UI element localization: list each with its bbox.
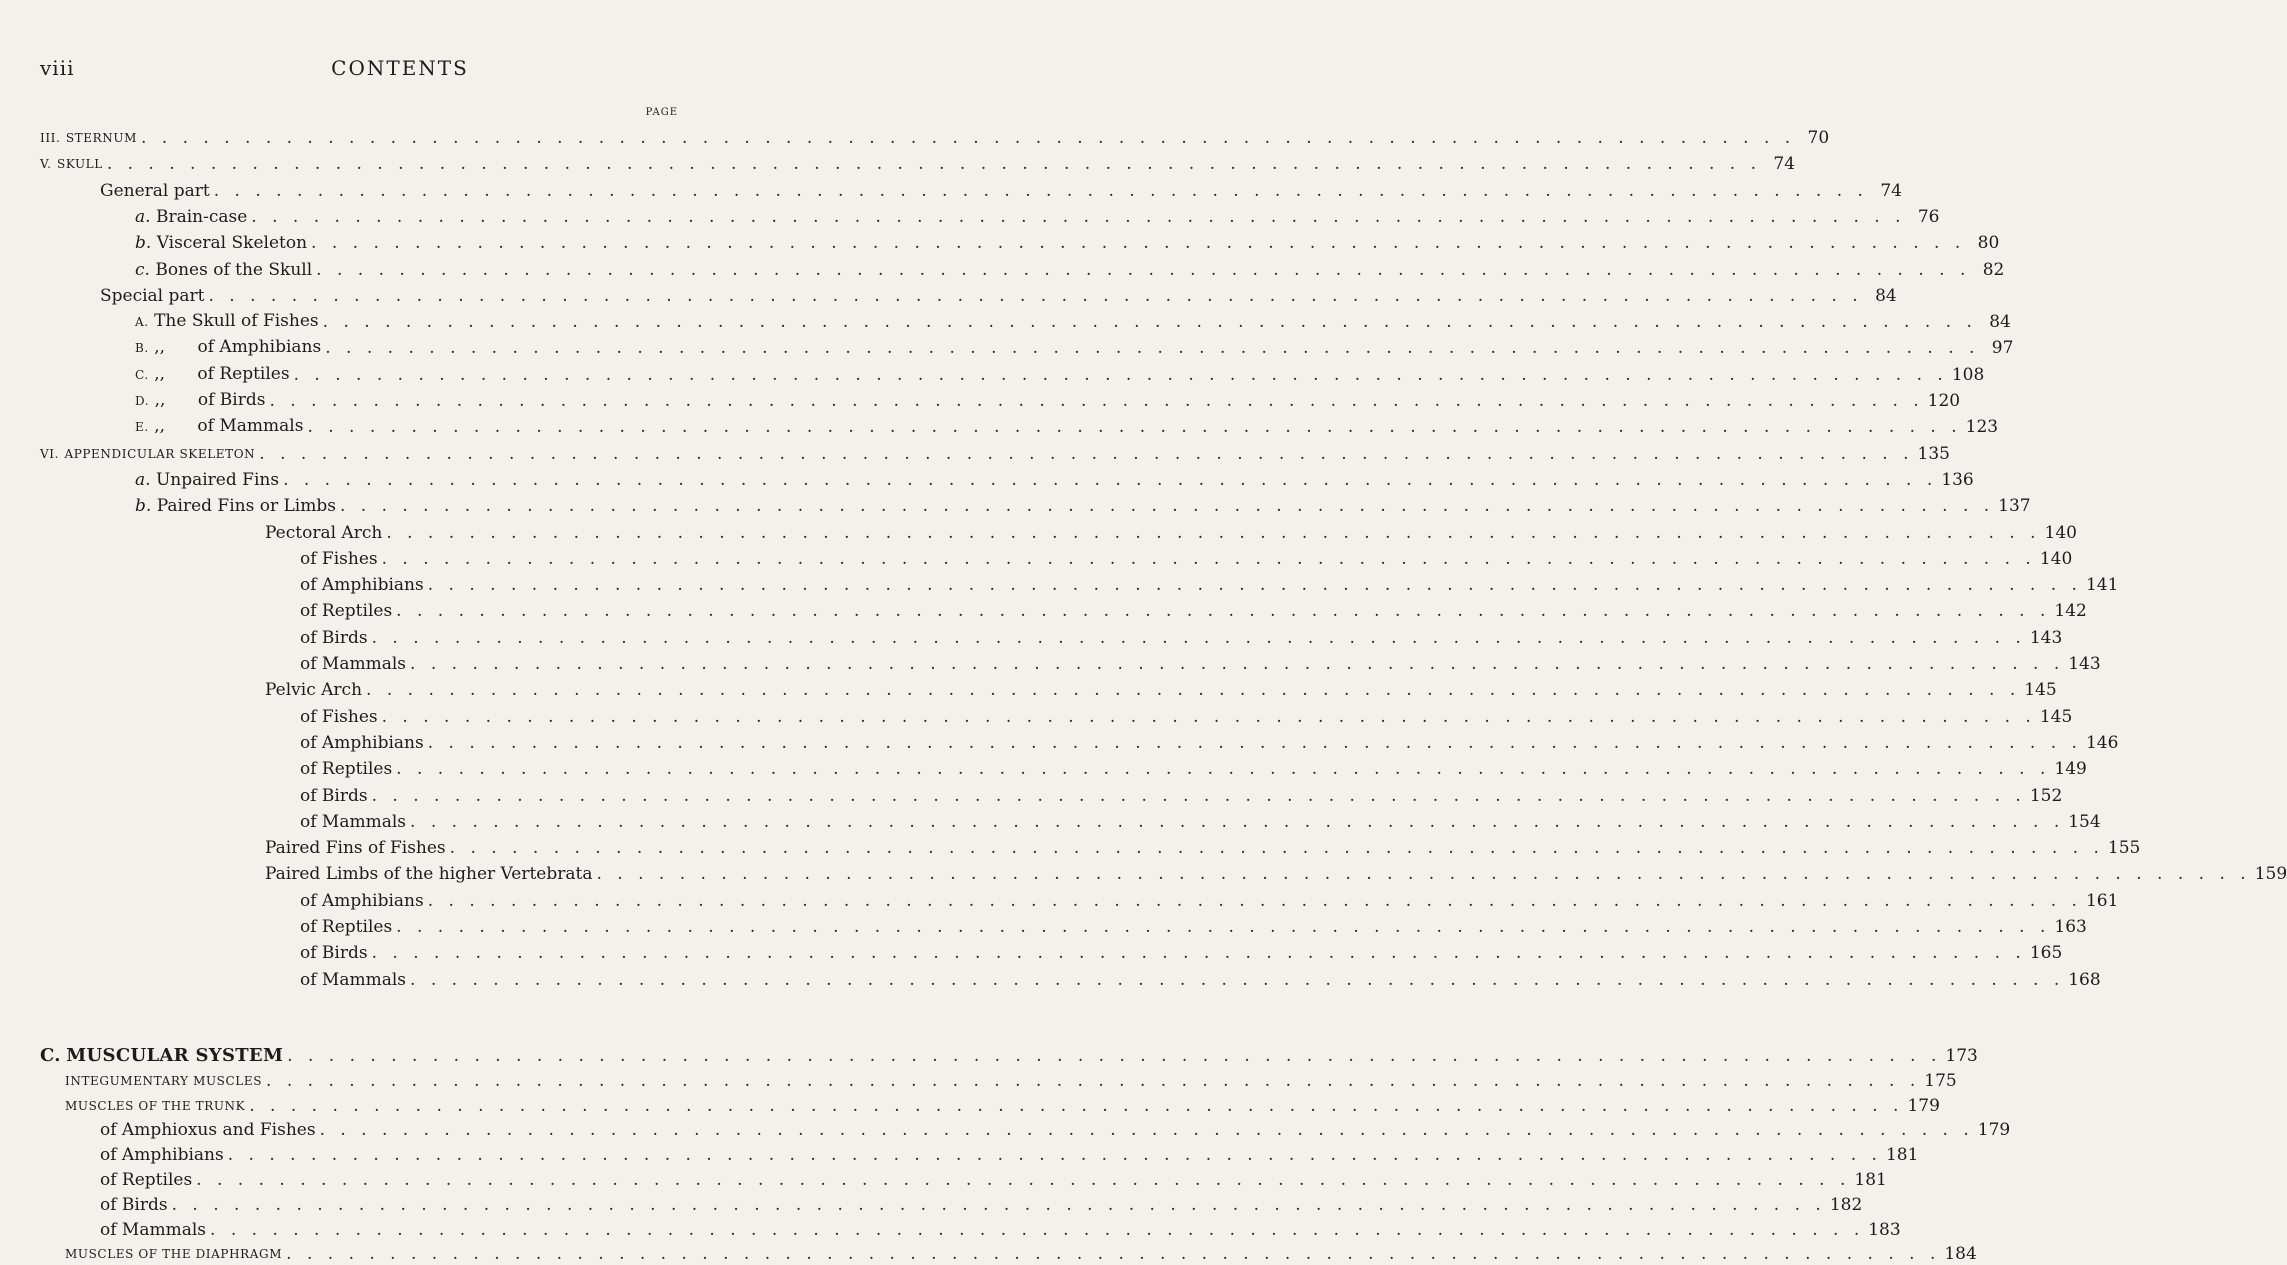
entry-marker: a. [135,206,151,227]
entry-page-number: 146 [2085,732,2119,753]
entry-title: SKULL [57,157,103,172]
entry-title: ,, of Mammals [154,416,304,437]
entry-page-number: 137 [1998,496,2031,517]
dot-leader: . . . . . . . . . . . . . . . . . . . . . . . . . . . . . . . . . . . . . . . . . . . . . . . . . . . . . . . . . . . . . . . . . . . . . . . . . . . . . . . . [381,548,2036,569]
dot-leader: . . . . . . . . . . . . . . . . . . . . . . . . . . . . . . . . . . . . . . . . . . . . . . . . . . . . . . . . . . . . . . . . . . . . . . . . . . . . . . . . [171,1194,1826,1215]
entry-title: Visceral Skeleton [156,233,308,254]
entry-title: of Birds [300,785,368,806]
dot-leader: . . . . . . . . . . . . . . . . . . . . . . . . . . . . . . . . . . . . . . . . . . . . . . . . . . . . . . . . . . . . . . . . . . . . . . . . . . . . . . . . [381,706,2036,727]
toc-entry [265,859,2287,885]
toc-entry [265,833,2141,859]
toc-entry [300,965,2101,991]
dot-leader: . . . . . . . . . . . . . . . . . . . . . . . . . . . . . . . . . . . . . . . . . . . . . . . . . . . . . . . . . . . . . . . . . . . . . . . . . . . . . . . . [396,601,2051,622]
dot-leader: . . . . . . . . . . . . . . . . . . . . . . . . . . . . . . . . . . . . . . . . . . . . . . . . . . . . . . . . . . . . . . . . . . . . . . . . . . . . . . . . [287,1045,1942,1066]
dot-leader: . . . . . . . . . . . . . . . . . . . . . . . . . . . . . . . . . . . . . . . . . . . . . . . . . . . . . . . . . . . . . . . . . . . . . . . . . . . . . . . . [427,890,2082,911]
toc-entry [100,281,1897,307]
dot-leader: . . . . . . . . . . . . . . . . . . . . . . . . . . . . . . . . . . . . . . . . . . . . . . . . . . . . . . . . . . . . . . . . . . . . . . . . . . . . . . . . [106,154,1762,175]
entry-title: Bones of the Skull [155,259,313,280]
toc-entry [300,912,2087,938]
toc-entry [65,1239,1977,1265]
entry-title: MUSCULAR SYSTEM [66,1044,284,1066]
entry-page-number: 80 [1977,233,2000,254]
entry-page-number: 181 [1854,1169,1887,1190]
entry-page-number: 141 [2085,575,2119,596]
entry-page-number: 152 [2029,785,2063,806]
toc-entry [65,1091,1940,1117]
page-title: CONTENTS [331,56,469,80]
toc-entry [100,1115,2011,1141]
toc-entry [300,728,2119,754]
entry-page-number: 135 [1917,443,1950,464]
dot-leader: . . . . . . . . . . . . . . . . . . . . . . . . . . . . . . . . . . . . . . . . . . . . . . . . . . . . . . . . . . . . . . . . . . . . . . . . . . . . . . . . [227,1145,1882,1166]
entry-marker: A. [135,315,149,330]
toc-entry [300,623,2063,649]
entry-title: ,, of Reptiles [154,363,290,384]
entry-page-number: 70 [1807,128,1830,148]
entry-title: Pectoral Arch [265,522,383,543]
entry-page-number: 84 [1989,312,2011,333]
entry-title: of Amphibians [300,732,424,753]
dot-leader: . . . . . . . . . . . . . . . . . . . . . . . . . . . . . . . . . . . . . . . . . . . . . . . . . . . . . . . . . . . . . . . . . . . . . . . . . . . . . . . . [210,1219,1865,1240]
entry-page-number: 183 [1868,1219,1901,1240]
dot-leader: . . . . . . . . . . . . . . . . . . . . . . . . . . . . . . . . . . . . . . . . . . . . . . . . . . . . . . . . . . . . . . . . . . . . . . . . . . . . . . . . [266,1070,1921,1091]
entry-page-number: 184 [1944,1244,1977,1265]
entry-title: Brain-case [155,206,248,227]
toc-entry [135,412,1999,438]
entry-title: MUSCLES OF THE TRUNK [65,1098,246,1113]
entry-page-number: 97 [1991,338,2014,359]
toc-entry [265,675,2057,701]
entry-page-number: 173 [1945,1045,1978,1066]
dot-leader: . . . . . . . . . . . . . . . . . . . . . . . . . . . . . . . . . . . . . . . . . . . . . . . . . . . . . . . . . . . . . . . . . . . . . . . . . . . . . . . . [307,417,1962,438]
dot-leader: . . . . . . . . . . . . . . . . . . . . . . . . . . . . . . . . . . . . . . . . . . . . . . . . . . . . . . . . . . . . . . . . . . . . . . . . . . . . . . . . [396,917,2051,937]
toc-entry [300,886,2119,912]
entry-title: ,, of Birds [154,390,266,410]
entry-title: of Reptiles [100,1169,193,1190]
entry-page-number: 179 [1977,1120,2011,1141]
entry-page-number: 181 [1885,1145,1919,1166]
entry-title: of Birds [300,627,368,648]
dot-leader: . . . . . . . . . . . . . . . . . . . . . . . . . . . . . . . . . . . . . . . . . . . . . . . . . . . . . . . . . . . . . . . . . . . . . . . . . . . . . . . . [293,364,1948,385]
entry-title: of Amphioxus and Fishes [100,1120,316,1141]
entry-page-number: 145 [2039,706,2073,727]
toc-entry [100,1190,1863,1216]
entry-marker: D. [135,394,150,408]
entry-title: ,, of Amphibians [154,337,322,358]
toc-entry [300,570,2119,596]
entry-title: STERNUM [65,131,137,145]
entry-marker: B. [135,341,149,356]
entry-page-number: 159 [2254,864,2287,885]
entry-page-number: 74 [1880,180,1902,201]
dot-leader: . . . . . . . . . . . . . . . . . . . . . . . . . . . . . . . . . . . . . . . . . . . . . . . . . . . . . . . . . . . . . . . . . . . . . . . . . . . . . . . . [311,233,1966,254]
entry-page-number: 145 [2024,680,2057,701]
entry-marker: C. [135,367,149,382]
entry-page-number: 74 [1773,154,1796,175]
toc-entry [300,596,2087,622]
entry-title: of Reptiles [300,601,393,622]
dot-leader: . . . . . . . . . . . . . . . . . . . . . . . . . . . . . . . . . . . . . . . . . . . . . . . . . . . . . . . . . . . . . . . . . . . . . . . . . . . . . . . . [449,838,2104,859]
entry-page-number: 155 [2107,838,2141,859]
entry-page-number: 136 [1941,469,1974,490]
entry-title: of Reptiles [300,917,393,937]
toc-entry [135,465,1974,491]
entry-page-number: 82 [1982,259,2005,280]
entry-marker: III. [40,131,61,145]
dot-leader: . . . . . . . . . . . . . . . . . . . . . . . . . . . . . . . . . . . . . . . . . . . . . . . . . . . . . . . . . . . . . . . . . . . . . . . . . . . . . . . . [140,128,1796,148]
toc-entry [135,307,2011,333]
toc-entry [135,333,2014,359]
dot-leader: . . . . . . . . . . . . . . . . . . . . . . . . . . . . . . . . . . . . . . . . . . . . . . . . . . . . . . . . . . . . . . . . . . . . . . . . . . . . . . . . [371,627,2026,648]
entry-title: of Fishes [300,548,378,569]
dot-leader: . . . . . . . . . . . . . . . . . . . . . . . . . . . . . . . . . . . . . . . . . . . . . . . . . . . . . . . . . . . . . . . . . . . . . . . . . . . . . . . . [427,732,2082,753]
entry-page-number: 175 [1924,1070,1957,1091]
entry-title: Pelvic Arch [265,680,363,701]
toc-entry [40,123,1830,149]
entry-title: of Amphibians [300,890,424,911]
dot-leader: . . . . . . . . . . . . . . . . . . . . . . . . . . . . . . . . . . . . . . . . . . . . . . . . . . . . . . . . . . . . . . . . . . . . . . . . . . . . . . . . [213,180,1868,201]
entry-title: of Mammals [100,1219,207,1240]
entry-page-number: 179 [1907,1095,1940,1116]
dot-leader: . . . . . . . . . . . . . . . . . . . . . . . . . . . . . . . . . . . . . . . . . . . . . . . . . . . . . . . . . . . . . . . . . . . . . . . . . . . . . . . . [208,285,1863,306]
entry-title: of Amphibians [100,1145,224,1166]
toc-entry [300,754,2087,780]
entry-title: Unpaired Fins [155,469,280,490]
entry-page-number: 165 [2029,943,2063,964]
entry-page-number: 182 [1829,1194,1863,1215]
toc-entry [100,176,1902,202]
entry-marker: c. [135,259,150,280]
dot-leader: . . . . . . . . . . . . . . . . . . . . . . . . . . . . . . . . . . . . . . . . . . . . . . . . . . . . . . . . . . . . . . . . . . . . . . . . . . . . . . . . [325,338,1980,359]
entry-marker: VI. [40,446,60,461]
entry-marker: a. [135,469,151,490]
toc-entry [135,386,1961,412]
entry-page-number: 142 [2054,601,2087,622]
dot-leader: . . . . . . . . . . . . . . . . . . . . . . . . . . . . . . . . . . . . . . . . . . . . . . . . . . . . . . . . . . . . . . . . . . . . . . . . . . . . . . . . [286,1244,1941,1265]
entry-page-number: 154 [2068,811,2101,832]
dot-leader: . . . . . . . . . . . . . . . . . . . . . . . . . . . . . . . . . . . . . . . . . . . . . . . . . . . . . . . . . . . . . . . . . . . . . . . . . . . . . . . . [319,1120,1974,1141]
entry-page-number: 163 [2054,917,2087,937]
entry-title: of Birds [300,943,368,964]
toc-entry [300,649,2101,675]
page-number: viii [40,56,75,80]
entry-title: The Skull of Fishes [154,311,319,332]
entry-page-number: 140 [2039,548,2073,569]
entry-page-number: 123 [1965,417,1999,438]
toc-entry [135,360,1985,386]
entry-page-number: 140 [2044,522,2077,543]
entry-title: of Mammals [300,654,407,674]
entry-title: of Mammals [300,969,407,990]
entry-title: Paired Fins or Limbs [156,496,336,517]
entry-title: of Amphibians [300,575,424,596]
toc-entry [300,807,2101,833]
entry-page-number: 76 [1917,206,1940,227]
entry-marker: b. [135,233,152,254]
toc-entry [300,544,2073,570]
entry-title: of Mammals [300,811,407,832]
entry-title: Special part [100,285,205,306]
toc-entry [100,1140,1919,1166]
entry-page-number: 120 [1927,391,1961,411]
entry-page-number: 143 [2068,654,2101,674]
toc-entry [300,938,2063,964]
entry-page-number: 161 [2085,890,2119,911]
entry-title: APPENDICULAR SKELETON [64,446,256,461]
toc-entry [135,491,2031,517]
entry-marker: b. [135,496,152,517]
entry-page-number: 108 [1951,364,1985,385]
toc-entry [300,781,2063,807]
dot-leader: . . . . . . . . . . . . . . . . . . . . . . . . . . . . . . . . . . . . . . . . . . . . . . . . . . . . . . . . . . . . . . . . . . . . . . . . . . . . . . . . [366,680,2021,701]
toc-entry [135,228,2000,254]
toc-entry [100,1165,1887,1191]
dot-leader: . . . . . . . . . . . . . . . . . . . . . . . . . . . . . . . . . . . . . . . . . . . . . . . . . . . . . . . . . . . . . . . . . . . . . . . . . . . . . . . . [339,496,1995,517]
entry-title: of Reptiles [300,759,393,780]
entry-title: Paired Limbs of the higher Vertebrata [265,864,593,885]
dot-leader: . . . . . . . . . . . . . . . . . . . . . . . . . . . . . . . . . . . . . . . . . . . . . . . . . . . . . . . . . . . . . . . . . . . . . . . . . . . . . . . . [427,575,2082,596]
entry-marker: E. [135,420,149,435]
entry-title: MUSCLES OF THE DIAPHRAGM [65,1247,283,1262]
dot-leader: . . . . . . . . . . . . . . . . . . . . . . . . . . . . . . . . . . . . . . . . . . . . . . . . . . . . . . . . . . . . . . . . . . . . . . . . . . . . . . . . [371,785,2026,806]
dot-leader: . . . . . . . . . . . . . . . . . . . . . . . . . . . . . . . . . . . . . . . . . . . . . . . . . . . . . . . . . . . . . . . . . . . . . . . . . . . . . . . . [269,391,1924,411]
entry-title: Paired Fins of Fishes [265,838,446,859]
dot-leader: . . . . . . . . . . . . . . . . . . . . . . . . . . . . . . . . . . . . . . . . . . . . . . . . . . . . . . . . . . . . . . . . . . . . . . . . . . . . . . . . [196,1169,1851,1190]
dot-leader: . . . . . . . . . . . . . . . . . . . . . . . . . . . . . . . . . . . . . . . . . . . . . . . . . . . . . . . . . . . . . . . . . . . . . . . . . . . . . . . . [322,312,1977,333]
toc-entry [300,702,2073,728]
dot-leader: . . . . . . . . . . . . . . . . . . . . . . . . . . . . . . . . . . . . . . . . . . . . . . . . . . . . . . . . . . . . . . . . . . . . . . . . . . . . . . . . [249,1095,1904,1116]
toc-entry [265,518,2077,544]
entry-page-number: 168 [2068,969,2101,990]
dot-leader: . . . . . . . . . . . . . . . . . . . . . . . . . . . . . . . . . . . . . . . . . . . . . . . . . . . . . . . . . . . . . . . . . . . . . . . . . . . . . . . . [259,443,1914,464]
toc-entry [40,149,1796,175]
entry-title: INTEGUMENTARY MUSCLES [65,1073,263,1088]
dot-leader: . . . . . . . . . . . . . . . . . . . . . . . . . . . . . . . . . . . . . . . . . . . . . . . . . . . . . . . . . . . . . . . . . . . . . . . . . . . . . . . . [251,206,1906,227]
entry-page-number: 143 [2029,627,2063,648]
toc-entry [100,1215,1901,1241]
dot-leader: . . . . . . . . . . . . . . . . . . . . . . . . . . . . . . . . . . . . . . . . . . . . . . . . . . . . . . . . . . . . . . . . . . . . . . . . . . . . . . . . [410,811,2065,832]
dot-leader: . . . . . . . . . . . . . . . . . . . . . . . . . . . . . . . . . . . . . . . . . . . . . . . . . . . . . . . . . . . . . . . . . . . . . . . . . . . . . . . . [410,654,2065,674]
entry-marker: C. [40,1044,61,1066]
toc-entry [40,1041,1978,1067]
dot-leader: . . . . . . . . . . . . . . . . . . . . . . . . . . . . . . . . . . . . . . . . . . . . . . . . . . . . . . . . . . . . . . . . . . . . . . . . . . . . . . . . [396,759,2051,780]
page-column-label: PAGE [645,107,678,118]
dot-leader: . . . . . . . . . . . . . . . . . . . . . . . . . . . . . . . . . . . . . . . . . . . . . . . . . . . . . . . . . . . . . . . . . . . . . . . . . . . . . . . . [283,469,1938,490]
entry-page-number: 84 [1875,285,1897,306]
toc-entry [135,255,2005,281]
entry-marker: V. [40,157,52,172]
entry-page-number: 149 [2054,759,2087,780]
dot-leader: . . . . . . . . . . . . . . . . . . . . . . . . . . . . . . . . . . . . . . . . . . . . . . . . . . . . . . . . . . . . . . . . . . . . . . . . . . . . . . . . [596,864,2251,885]
entry-title: of Fishes [300,706,378,727]
toc-entry [135,202,1940,228]
dot-leader: . . . . . . . . . . . . . . . . . . . . . . . . . . . . . . . . . . . . . . . . . . . . . . . . . . . . . . . . . . . . . . . . . . . . . . . . . . . . . . . . [316,259,1971,280]
toc-entry [65,1066,1957,1092]
dot-leader: . . . . . . . . . . . . . . . . . . . . . . . . . . . . . . . . . . . . . . . . . . . . . . . . . . . . . . . . . . . . . . . . . . . . . . . . . . . . . . . . [371,943,2026,964]
toc-entry [40,439,1950,465]
dot-leader: . . . . . . . . . . . . . . . . . . . . . . . . . . . . . . . . . . . . . . . . . . . . . . . . . . . . . . . . . . . . . . . . . . . . . . . . . . . . . . . . [410,969,2065,990]
entry-title: of Birds [100,1194,168,1215]
dot-leader: . . . . . . . . . . . . . . . . . . . . . . . . . . . . . . . . . . . . . . . . . . . . . . . . . . . . . . . . . . . . . . . . . . . . . . . . . . . . . . . . [386,522,2041,543]
entry-title: General part [100,180,210,201]
